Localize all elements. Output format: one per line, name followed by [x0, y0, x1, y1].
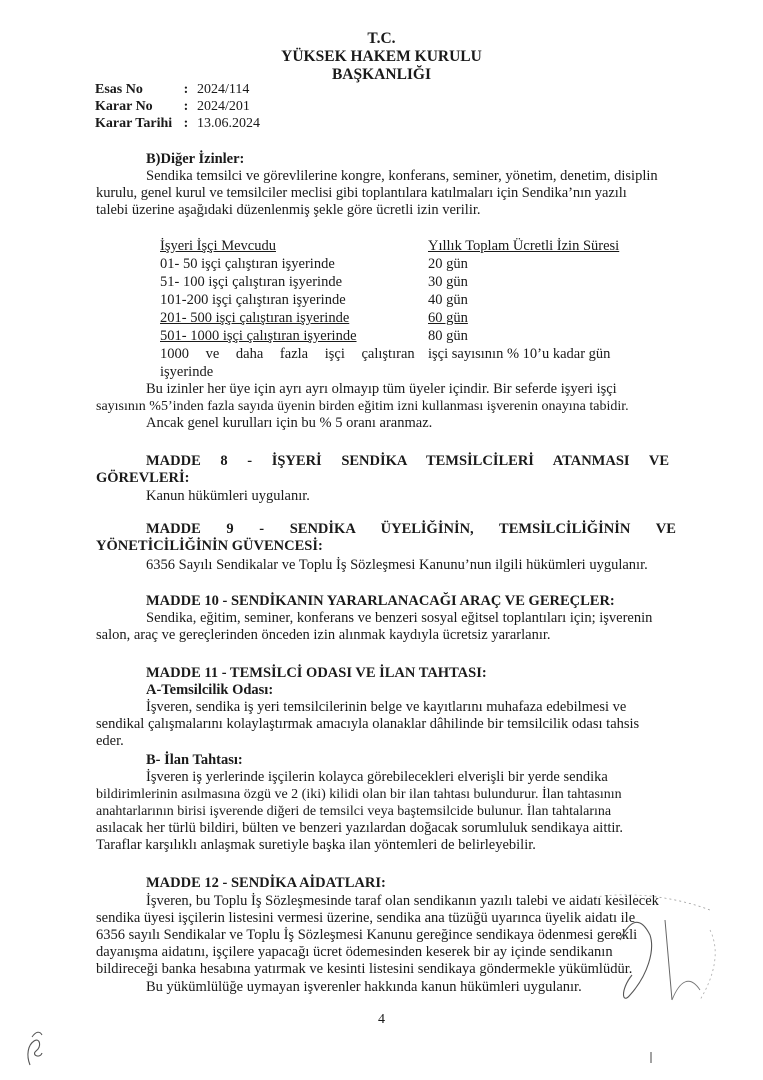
madde-10-line: salon, araç ve gereçlerinden önceden izin alınmak kaydıyla ücretsiz yararlanır. [96, 627, 551, 643]
after-table-line: sayısının %5’inden fazla sayıda üyenin birden eğitim izni kullanması işverenin onayına tabidir. [96, 399, 629, 414]
madde-11-b-line: Taraflar karşılıklı anlaşmak suretiyle başka ilan yöntemleri de belirleyebilir. [96, 837, 536, 853]
madde-11-a-line: İşveren, sendika iş yeri temsilcilerinin belge ve kayıtlarını muhafaza edebilmesi ve [146, 699, 627, 715]
table-row-duration: 80 gün [428, 328, 468, 344]
meta-value: 2024/201 [197, 99, 250, 114]
table-row-duration: 20 gün [428, 256, 468, 272]
meta-label: Esas No [95, 82, 143, 97]
meta-label: Karar No [95, 99, 153, 114]
meta-karar-no [95, 98, 250, 116]
table-row-duration: işçi sayısının % 10’u kadar gün [428, 346, 611, 362]
after-table-line: Ancak genel kurulları için bu % 5 oranı aranmaz. [146, 415, 433, 431]
table-row-continuation: işyerinde [160, 364, 214, 380]
madde-11-title: MADDE 11 - TEMSİLCİ ODASI VE İLAN TAHTASI: [146, 665, 487, 681]
table-row-workforce: 101-200 işçi çalıştıran işyerinde [160, 292, 346, 308]
table-row-workforce: 1000 ve daha fazla işçi çalıştıran [160, 346, 415, 362]
madde-12-line: 6356 sayılı Sendikalar ve Toplu İş Sözleşmesi Kanunu gereğince sendikaya ödenmesi gerekli [96, 927, 638, 943]
madde-11-a-title: A-Temsilcilik Odası: [146, 682, 274, 698]
meta-value: 2024/114 [197, 82, 250, 97]
madde-11-b-line: bildirimlerinin asılmasına özgü ve 2 (iki) kilidi olan bir ilan tahtası bulundurur. İlan tahtasının [96, 787, 622, 802]
madde-12-line: İşveren, bu Toplu İş Sözleşmesinde taraf olan sendikanın yazılı talebi ve aidatı kesilecek [146, 893, 659, 909]
madde-8-title: MADDE 8 - İŞYERİ SENDİKA TEMSİLCİLERİ ATANMASI VE [146, 453, 670, 469]
madde-12-line: dayanışma aidatını, işçilere yapacağı ücret ödemesinden keserek bir ay içinde sendikanın [96, 944, 613, 960]
table-header-workforce: İşyeri İşçi Mevcudu [160, 238, 276, 254]
madde-12-title: MADDE 12 - SENDİKA AİDATLARI: [146, 875, 386, 891]
madde-12-line: Bu yükümlülüğe uymayan işverenler hakkında kanun hükümleri uygulanır. [146, 979, 582, 995]
madde-9-title: MADDE 9 - SENDİKA ÜYELİĞİNİN, TEMSİLCİLİĞİNİN VE [146, 521, 676, 537]
madde-11-b-title: B- İlan Tahtası: [146, 752, 243, 768]
header-tc: T.C. [367, 30, 396, 47]
madde-11-b-line: İşveren iş yerlerinde işçilerin kolayca görebilecekleri elverişli bir yerde sendika [146, 769, 608, 785]
page-number: 4 [378, 1012, 385, 1027]
section-b-line: talebi üzerine aşağıdaki düzenlenmiş şekle göre ücretli izin verilir. [96, 202, 481, 218]
initials-paraph-mark [22, 1025, 50, 1070]
section-b-line: kurulu, genel kurul ve temsilciler meclisi gibi toplantılara katılmaları için Sendika’nın yazılı [96, 185, 627, 201]
madde-10-title: MADDE 10 - SENDİKANIN YARARLANACAĞI ARAÇ VE GEREÇLER: [146, 593, 615, 609]
tick-mark [648, 1050, 654, 1064]
meta-karar-tarihi [95, 115, 260, 133]
leave-table [160, 238, 660, 378]
table-header-leave-duration: Yıllık Toplam Ücretli İzin Süresi [428, 238, 620, 254]
madde-11-a-line: eder. [96, 733, 124, 749]
section-b-line: Sendika temsilci ve görevlilerine kongre, konferans, seminer, yönetim, denetim, disiplin [146, 168, 658, 184]
madde-8-title-cont: GÖREVLERİ: [96, 470, 190, 486]
header-presidency: BAŞKANLIĞI [331, 66, 432, 83]
table-row-workforce: 201- 500 işçi çalıştıran işyerinde [160, 310, 350, 326]
header-institution: YÜKSEK HAKEM KURULU [281, 48, 482, 65]
meta-colon: : [183, 82, 189, 97]
madde-12-line: bildireceği banka hesabına yatırmak ve kesinti listesini sendikaya göndermekle yükümlüdür. [96, 961, 633, 977]
table-row-workforce: 01- 50 işçi çalıştıran işyerinde [160, 256, 335, 272]
table-row-duration: 30 gün [428, 274, 468, 290]
table-row-duration: 60 gün [428, 310, 468, 326]
madde-11-b-line: asılacak her türlü bildiri, bülten ve benzeri yazılardan doğacak sorumluluk sendikaya aittir. [96, 820, 624, 836]
table-row-workforce: 51- 100 işçi çalıştıran işyerinde [160, 274, 343, 290]
meta-value: 13.06.2024 [197, 116, 260, 131]
table-row-workforce: 501- 1000 işçi çalıştıran işyerinde [160, 328, 357, 344]
meta-colon: : [183, 99, 189, 114]
madde-8-text: Kanun hükümleri uygulanır. [146, 488, 310, 504]
after-table-line: Bu izinler her üye için ayrı ayrı olmayıp tüm üyeler içindir. Bir seferde işyeri işçi [146, 381, 617, 397]
madde-12-line: sendika üyesi işçilerin listesini vermesi üzerine, sendika ana tüzüğü uyarınca üyelik aidatı ile [96, 910, 636, 926]
madde-10-line: Sendika, eğitim, seminer, konferans ve benzeri sosyal eğitsel toplantıları için; işverenin [146, 610, 653, 626]
meta-esas-no [95, 81, 249, 99]
section-b-title: B)Diğer İzinler: [146, 151, 245, 167]
meta-colon: : [183, 116, 189, 131]
madde-9-text: 6356 Sayılı Sendikalar ve Toplu İş Sözleşmesi Kanunu’nun ilgili hükümleri uygulanır. [146, 557, 648, 573]
madde-9-title-cont: YÖNETİCİLİĞİNİN GÜVENCESİ: [96, 538, 323, 554]
madde-11-a-line: sendikal çalışmalarını kolaylaştırmak amacıyla olanaklar dâhilinde bir temsilcilik odası tahsis [96, 716, 640, 732]
meta-label: Karar Tarihi [95, 116, 173, 131]
table-row-duration: 40 gün [428, 292, 468, 308]
madde-11-b-line: anahtarlarının birisi işverende diğeri de temsilci veya baştemsilcide bulunur. İlan tahtalarına [96, 804, 612, 819]
